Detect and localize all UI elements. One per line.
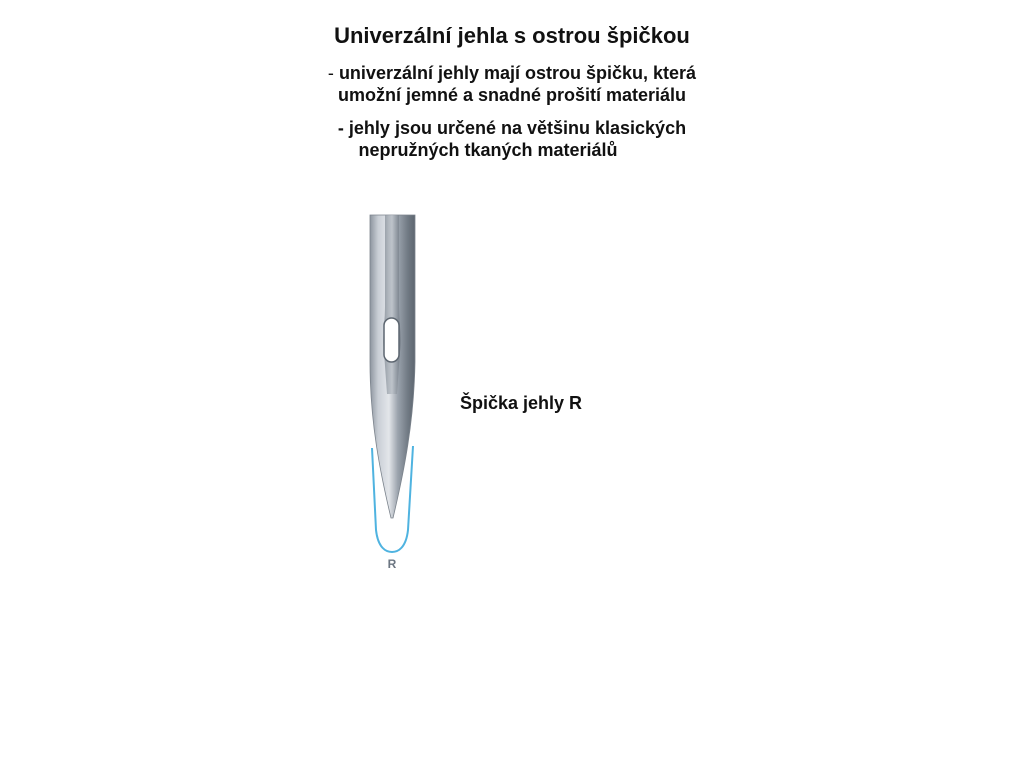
bullet-2-text-2: nepružných tkaných materiálů — [358, 140, 618, 160]
bullet-1-text-2: umožní jemné a snadné prošití materiálu — [337, 85, 687, 105]
needle-point-caption: Špička jehly R — [460, 393, 583, 413]
needle-illustration-icon — [352, 212, 432, 580]
bullet-1-dash: - — [327, 63, 334, 83]
bullet-1-text-1: univerzální jehly mají ostrou špičku, která — [338, 63, 697, 83]
bullet-2-dash: - — [337, 118, 344, 138]
bullet-2-text-1: jehly jsou určené na většinu klasických — [348, 118, 687, 138]
bullet-point-2 — [0, 117, 1024, 161]
bullet-2-line-1 — [0, 117, 1024, 139]
bullet-1-line-1 — [0, 62, 1024, 84]
bullet-point-1 — [0, 62, 1024, 106]
point-type-label: R — [387, 557, 397, 571]
page-title: Univerzální jehla s ostrou špičkou — [334, 23, 690, 48]
